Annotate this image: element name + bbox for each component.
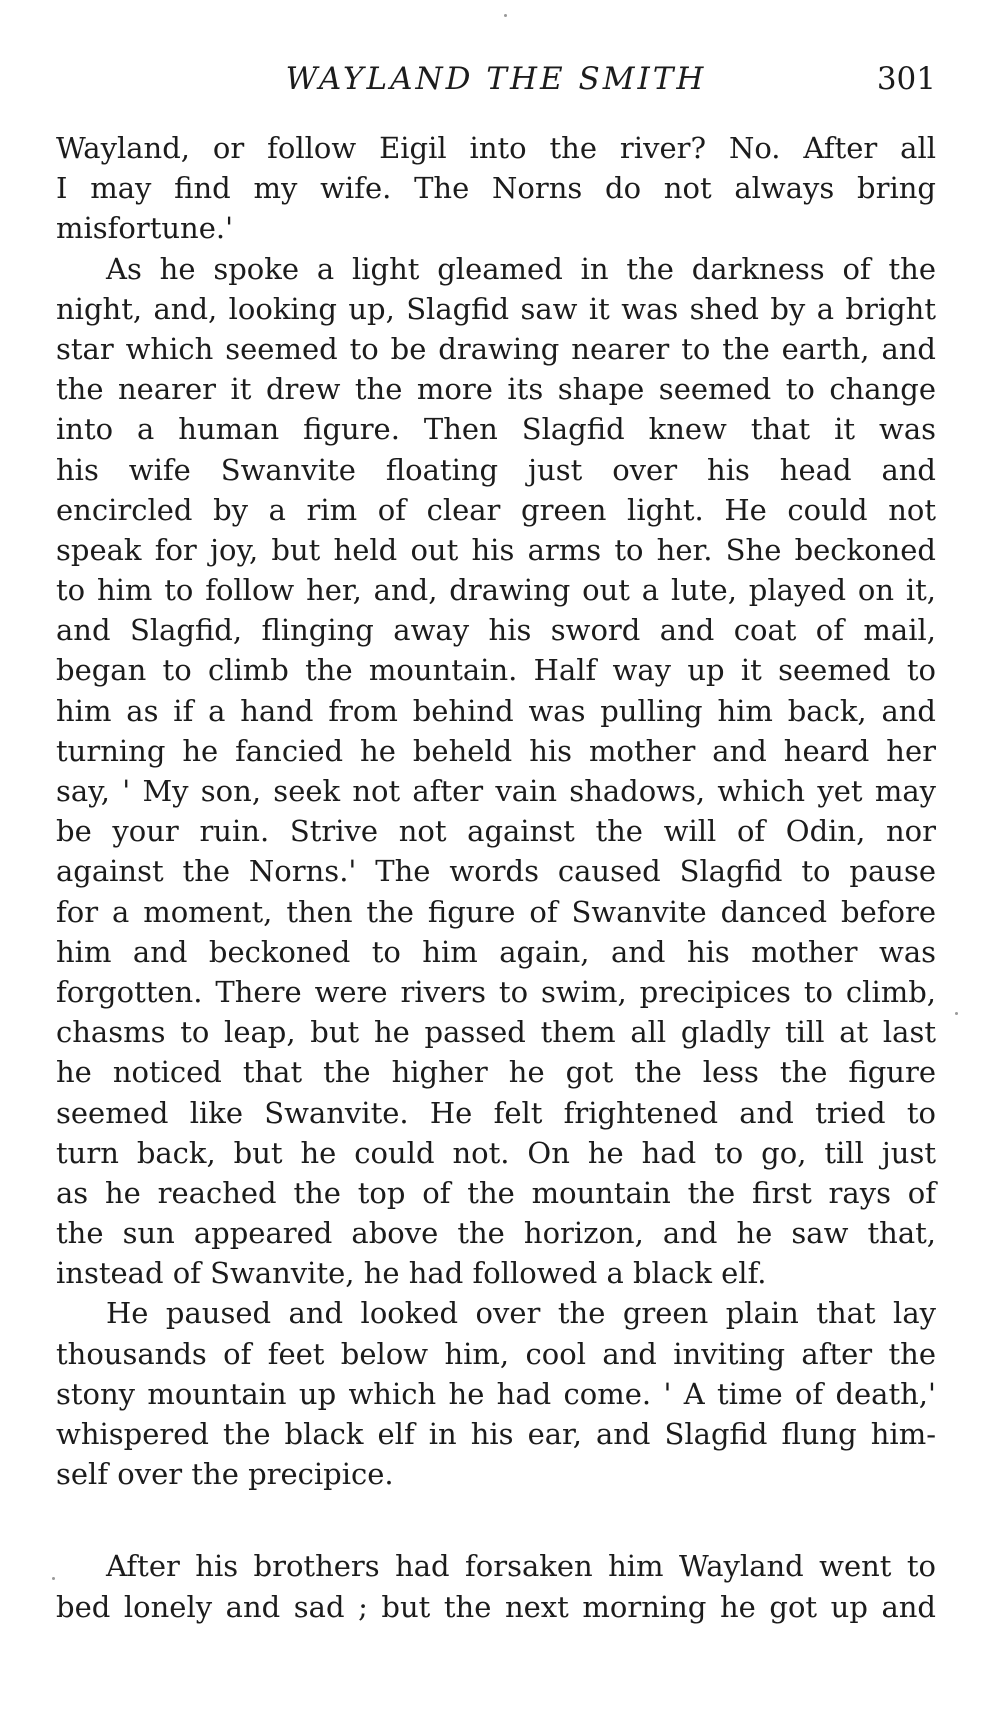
text-line: He paused and looked over the green plain that lay	[106, 1296, 936, 1331]
paragraph-4	[56, 1546, 936, 1626]
text-line: the nearer it drew the more its shape seemed to change	[56, 372, 936, 407]
text-line: and Slagfid, flinging away his sword and coat of mail,	[56, 613, 936, 648]
text-line: self over the precipice.	[56, 1457, 394, 1492]
text-line: against the Norns.' The words caused Slagfid to pause	[56, 854, 936, 889]
running-title: WAYLAND THE SMITH	[285, 61, 707, 97]
text-line: say, ' My son, seek not after vain shadows, which yet may	[56, 774, 936, 808]
paragraph-1	[56, 128, 936, 249]
text-line: him as if a hand from behind was pulling him back, and	[56, 693, 936, 728]
paper-speck	[52, 1577, 55, 1580]
body-text	[56, 128, 936, 1627]
text-line: whispered the black elf in his ear, and Slagfid flung him-	[56, 1417, 936, 1451]
text-line: night, and, looking up, Slagfid saw it was shed by a bright	[56, 291, 936, 326]
text-line: I may find my wife. The Norns do not always bring	[56, 171, 936, 206]
text-line: the sun appeared above the horizon, and he saw that,	[56, 1216, 936, 1251]
text-line: forgotten. There were rivers to swim, precipices to climb,	[56, 974, 936, 1009]
text-line: thousands of feet below him, cool and inviting after the	[56, 1336, 936, 1371]
paragraph-2	[56, 249, 936, 1294]
text-line: instead of Swanvite, he had followed a black elf.	[56, 1256, 767, 1291]
text-line: stony mountain up which he had come. ' A time of death,'	[56, 1376, 936, 1411]
text-line: turn back, but he could not. On he had to go, till just	[56, 1135, 936, 1170]
text-line: him and beckoned to him again, and his mother was	[56, 934, 936, 969]
text-line: for a moment, then the figure of Swanvite danced before	[56, 894, 936, 929]
text-line: turning he fancied he beheld his mother and heard her	[56, 733, 936, 768]
text-line: After his brothers had forsaken him Wayland went to	[106, 1549, 936, 1584]
page-number: 301	[876, 61, 936, 97]
text-line: seemed like Swanvite. He felt frightened and tried to	[56, 1095, 936, 1130]
running-head	[56, 54, 936, 104]
section-break	[56, 1494, 936, 1546]
text-line: As he spoke a light gleamed in the darkness of the	[106, 251, 936, 286]
text-line: misfortune.'	[56, 211, 234, 246]
text-line: bed lonely and sad ; but the next morning he got up and	[56, 1589, 936, 1624]
paragraph-3	[56, 1293, 936, 1494]
text-line: began to climb the mountain. Half way up it seemed to	[56, 653, 936, 688]
text-line: his wife Swanvite floating just over his head and	[56, 452, 936, 487]
text-line: to him to follow her, and, drawing out a lute, played on it,	[56, 573, 936, 608]
text-line: encircled by a rim of clear green light. He could not	[56, 492, 936, 527]
text-line: star which seemed to be drawing nearer to the earth, and	[56, 331, 936, 366]
text-line: speak for joy, but held out his arms to her. She beckoned	[56, 532, 936, 567]
paper-speck	[955, 1012, 958, 1015]
text-line: into a human figure. Then Slagfid knew that it was	[56, 412, 936, 447]
text-line: Wayland, or follow Eigil into the river? No. After all	[56, 131, 936, 165]
text-line: he noticed that the higher he got the less the figure	[56, 1055, 936, 1090]
paper-speck	[504, 14, 507, 17]
text-line: be your ruin. Strive not against the will of Odin, nor	[56, 814, 936, 849]
text-line: as he reached the top of the mountain the first rays of	[56, 1175, 936, 1210]
text-line: chasms to leap, but he passed them all gladly till at last	[56, 1015, 936, 1050]
